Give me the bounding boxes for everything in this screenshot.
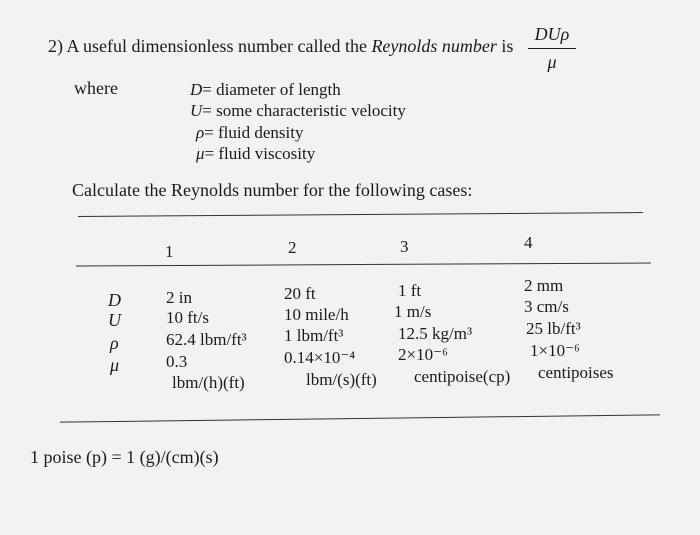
table-header-rule: [76, 262, 651, 266]
row-symbol-d: D: [108, 290, 121, 310]
definition-rho: ρ= fluid density: [196, 123, 304, 142]
case3-mu-unit: centipoise(cp): [414, 367, 511, 386]
case1-rho: 62.4 lbm/ft³: [166, 330, 247, 349]
fraction-bar: [528, 48, 576, 49]
problem-prefix: 2) A useful dimensionless number called the: [48, 36, 372, 56]
row-symbol-u: U: [108, 310, 121, 330]
case-header-1: 1: [165, 242, 174, 261]
case4-u: 3 cm/s: [524, 297, 569, 316]
definition-u: U= some characteristic velocity: [190, 101, 406, 120]
instruction: Calculate the Reynolds number for the following cases:: [72, 180, 473, 200]
case-header-2: 2: [288, 238, 297, 257]
definition-d: D= diameter of length: [190, 80, 341, 99]
case-header-4: 4: [524, 233, 533, 252]
table-top-rule: [78, 212, 643, 217]
case3-rho: 12.5 kg/m³: [398, 324, 473, 343]
formula-numerator: DUρ: [534, 24, 570, 44]
case3-mu: 2×10⁻⁶: [398, 345, 448, 364]
reynolds-formula: [528, 24, 576, 73]
row-symbol-rho: ρ: [110, 333, 119, 353]
case1-u: 10 ft/s: [166, 308, 209, 327]
case2-d: 20 ft: [284, 284, 316, 303]
table-bottom-rule: [60, 414, 660, 422]
case3-u: 1 m/s: [394, 302, 432, 321]
case2-mu-unit: lbm/(s)(ft): [306, 370, 377, 389]
case1-mu-unit: lbm/(h)(ft): [172, 373, 245, 392]
case2-u: 10 mile/h: [284, 305, 349, 324]
where-label: where: [74, 78, 118, 98]
case2-rho: 1 lbm/ft³: [284, 326, 344, 345]
case1-d: 2 in: [166, 288, 192, 307]
formula-denominator: μ: [547, 52, 557, 72]
problem-term: Reynolds number: [371, 36, 497, 56]
case4-mu-unit: centipoises: [538, 363, 614, 382]
case2-mu: 0.14×10⁻⁴: [284, 348, 356, 367]
case4-mu: 1×10⁻⁶: [530, 341, 580, 360]
case4-d: 2 mm: [524, 276, 564, 295]
case3-d: 1 ft: [398, 281, 422, 300]
problem-statement: [48, 36, 513, 57]
case-header-3: 3: [400, 237, 409, 256]
footnote: 1 poise (p) = 1 (g)/(cm)(s): [30, 447, 219, 467]
definition-mu: μ= fluid viscosity: [196, 144, 316, 163]
problem-suffix: is: [496, 36, 514, 56]
case4-rho: 25 lb/ft³: [526, 319, 581, 338]
row-symbol-mu: μ: [110, 355, 120, 375]
case1-mu: 0.3: [166, 352, 188, 371]
